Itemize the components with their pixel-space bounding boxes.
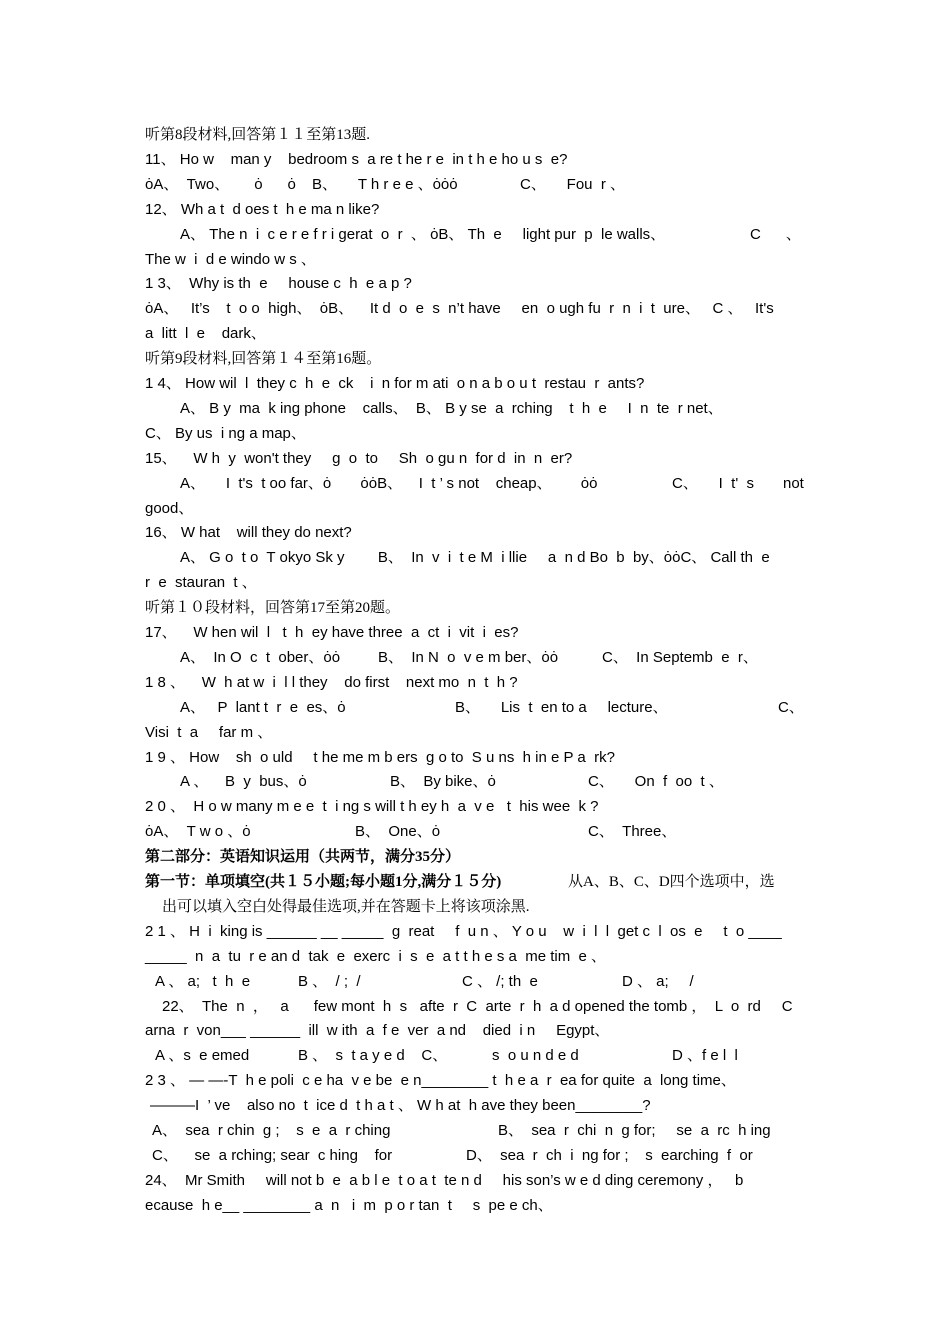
text-line — [0, 124, 950, 148]
text-segment: C、 In Septemb e r、 — [602, 648, 758, 666]
text-segment: A 、s e emed — [155, 1047, 250, 1065]
text-line — [0, 996, 950, 1020]
text-segment: C、 I t' s — [672, 474, 755, 492]
text-segment: Visi t a far m 、 — [145, 723, 273, 741]
text-segment: ———I ’ ve also no t ice d t h a t 、 W h at h ave they been________? — [150, 1097, 651, 1115]
text-line — [0, 199, 950, 223]
text-segment: C 、 — [750, 225, 801, 243]
text-segment: 15、 W h y won't they g o to Sh o gu n for d in n er? — [145, 449, 573, 467]
text-segment: B、 In N o v e m ber、ȯȯ — [378, 648, 559, 666]
text-line — [0, 1045, 950, 1069]
text-line — [0, 149, 950, 173]
text-segment: ecause h e__ ________ a n i m p o r tan t s pe e ch、 — [145, 1196, 553, 1214]
text-segment: B、 Lis t en to a lecture、 — [455, 698, 668, 716]
text-segment: A、 sea r chin g ; s e a r ching — [152, 1122, 391, 1139]
text-line — [0, 273, 950, 297]
text-line — [0, 796, 950, 820]
text-line — [0, 298, 950, 322]
text-segment: 听第8段材料,回答第１１至第13题. — [145, 127, 371, 143]
text-segment: C、 On f oo t 、 — [588, 773, 724, 791]
text-segment: A、 P lant t r e es、ȯ — [180, 698, 346, 716]
text-segment: C 、 /; th e — [462, 972, 538, 990]
text-segment: arna r von___ ______ ill w ith a f e ver a nd died i n Egypt、 — [145, 1022, 610, 1040]
text-segment: A、 In O c t ober、ȯȯ — [180, 648, 341, 666]
text-segment: A 、 B y bus、ȯ — [180, 773, 307, 791]
text-segment: 22、 The n ， a few mont h s afte r C arte r h a d opened the tomb ， L o rd C — [162, 997, 793, 1015]
text-segment: A、 I t's t oo far、ȯ ȯȯB、 I t ’ s not cheap、 ȯȯ — [180, 474, 598, 492]
text-segment: 1 9 、 How sh o uld t he me m b ers g o to S u ns h in e P a rk? — [145, 748, 615, 766]
text-segment: The w i d e windo w s 、 — [145, 250, 316, 268]
text-line — [0, 697, 950, 721]
text-segment: C、 By us i ng a map、 — [145, 424, 306, 442]
text-segment: C、 Three、 — [588, 823, 677, 841]
text-segment: A、 G o t o T okyo Sk y B、 In v i t e M i llie a n d Bo b by、ȯȯC、 Call th e — [180, 549, 770, 567]
text-line — [0, 1145, 950, 1169]
text-segment: 出可以填入空白处得最佳选项,并在答题卡上将该项涂黑. — [162, 898, 530, 915]
text-segment: B 、 / ; / — [298, 972, 361, 990]
text-segment: 12、 Wh a t d oes t h e ma n like? — [145, 200, 380, 218]
text-line — [0, 323, 950, 347]
text-line — [0, 622, 950, 646]
text-line — [0, 771, 950, 795]
text-line — [0, 747, 950, 771]
text-segment: ȯA、 Two、 ȯ ȯ — [145, 175, 296, 193]
text-segment: 2 1 、 H i king is ______ __ _____ g reat f u n 、 Y o u w i l l get c l os e t o ____ — [145, 922, 782, 940]
text-line — [0, 921, 950, 945]
text-segment: good、 — [145, 499, 194, 517]
text-segment: r e stauran t 、 — [145, 574, 257, 592]
text-segment: ȯA、 It’s t o o high、 ȯB、 It d o e s n’t have en o ugh fu r n i t ure、 C 、 It's — [145, 300, 774, 318]
text-segment: D 、 a; / — [622, 972, 694, 990]
text-segment: 从A、B、C、D四个选项中，选 — [568, 874, 775, 890]
text-line — [0, 672, 950, 696]
text-line — [0, 249, 950, 273]
text-line — [0, 722, 950, 746]
text-line — [0, 1195, 950, 1219]
text-segment: 第二部分：英语知识运用（共两节，满分35分） — [145, 849, 461, 866]
text-line — [0, 971, 950, 995]
text-line — [0, 224, 950, 248]
text-segment: 听第１０段材料，回答第17至第20题。 — [145, 600, 401, 617]
text-segment: 2 3 、 — —-T h e poli c e ha v e be e n________ t h e a r ea for quite a long time、 — [145, 1072, 736, 1090]
text-line — [0, 473, 950, 497]
text-segment: 第一节：单项填空(共１５小题;每小题1分,满分１５分) — [145, 874, 502, 890]
text-line — [0, 597, 950, 621]
text-segment: 16、 W hat will they do next? — [145, 524, 352, 542]
text-segment: _____ n a tu r e an d tak e exerc i s e a t t h e s a me tim e 、 — [145, 947, 607, 965]
text-segment: a litt l e dark、 — [145, 325, 266, 343]
text-line — [0, 846, 950, 870]
text-line — [0, 348, 950, 372]
text-line — [0, 871, 950, 895]
text-line — [0, 448, 950, 472]
text-segment: B、 sea r chi n g for; se a rc h ing — [498, 1122, 771, 1139]
text-segment: 1 8 、 W h at w i l l they do first next mo n t h ? — [145, 673, 518, 691]
text-segment: C、 Fou r 、 — [520, 175, 626, 193]
text-line — [0, 1020, 950, 1044]
text-line — [0, 398, 950, 422]
text-line — [0, 1070, 950, 1094]
text-segment: C、 se a rching; sear c hing for — [152, 1146, 393, 1164]
text-segment: A 、 a; t h e — [155, 972, 251, 990]
text-line — [0, 547, 950, 571]
text-line — [0, 946, 950, 970]
text-segment: 2 0 、 H o w many m e e t i ng s will t h ey h a v e t his wee k ? — [145, 798, 599, 816]
text-segment: 17、 W hen wil l t h ey have three a ct i vit i es? — [145, 624, 519, 641]
text-segment: B、 By bike、ȯ — [390, 773, 496, 791]
text-line — [0, 174, 950, 198]
text-line — [0, 522, 950, 546]
text-segment: 听第9段材料,回答第１４至第16题。 — [145, 351, 382, 368]
text-segment: A、 B y ma k ing phone calls、 B、 B y se a rching t h e I n te r net、 — [180, 399, 723, 417]
text-segment: 11、 Ho w man y bedroom s a re t he r e in t h e ho u s e? — [145, 150, 568, 168]
text-segment: s o u n d e d — [492, 1047, 579, 1065]
text-segment: B、 T h r e e 、ȯȯȯ — [312, 175, 458, 193]
text-segment: D 、f e l l — [672, 1047, 738, 1065]
text-segment: not — [783, 474, 804, 492]
text-segment: 1 4、 How wil l they c h e ck i n for m ati o n a b o u t restau r ants? — [145, 375, 645, 392]
text-line — [0, 423, 950, 447]
text-line — [0, 1120, 950, 1144]
text-line — [0, 1095, 950, 1119]
text-line — [0, 647, 950, 671]
text-line — [0, 373, 950, 397]
text-line — [0, 1170, 950, 1194]
text-line — [0, 498, 950, 522]
text-line — [0, 572, 950, 596]
text-segment: 1 3、 Why is th e house c h e a p ? — [145, 275, 412, 293]
text-segment: B、 One、ȯ — [355, 823, 441, 841]
text-segment: 24、 Mr Smith will not b e a b l e t o a t te n d his son’s w e d ding ceremony ， b — [145, 1171, 744, 1189]
text-segment: A、 The n i c e r e f r i gerat o r 、 ȯB、 Th e light pur p le walls、 — [180, 225, 666, 243]
text-line — [0, 896, 950, 920]
text-line — [0, 821, 950, 845]
text-segment: ȯA、 T w o 、ȯ — [145, 823, 251, 841]
text-segment: D、 sea r ch i ng for ; s earching f or — [466, 1146, 753, 1164]
text-segment: B 、 s t a y e d C、 — [298, 1047, 448, 1065]
text-segment: C、 — [778, 698, 804, 716]
